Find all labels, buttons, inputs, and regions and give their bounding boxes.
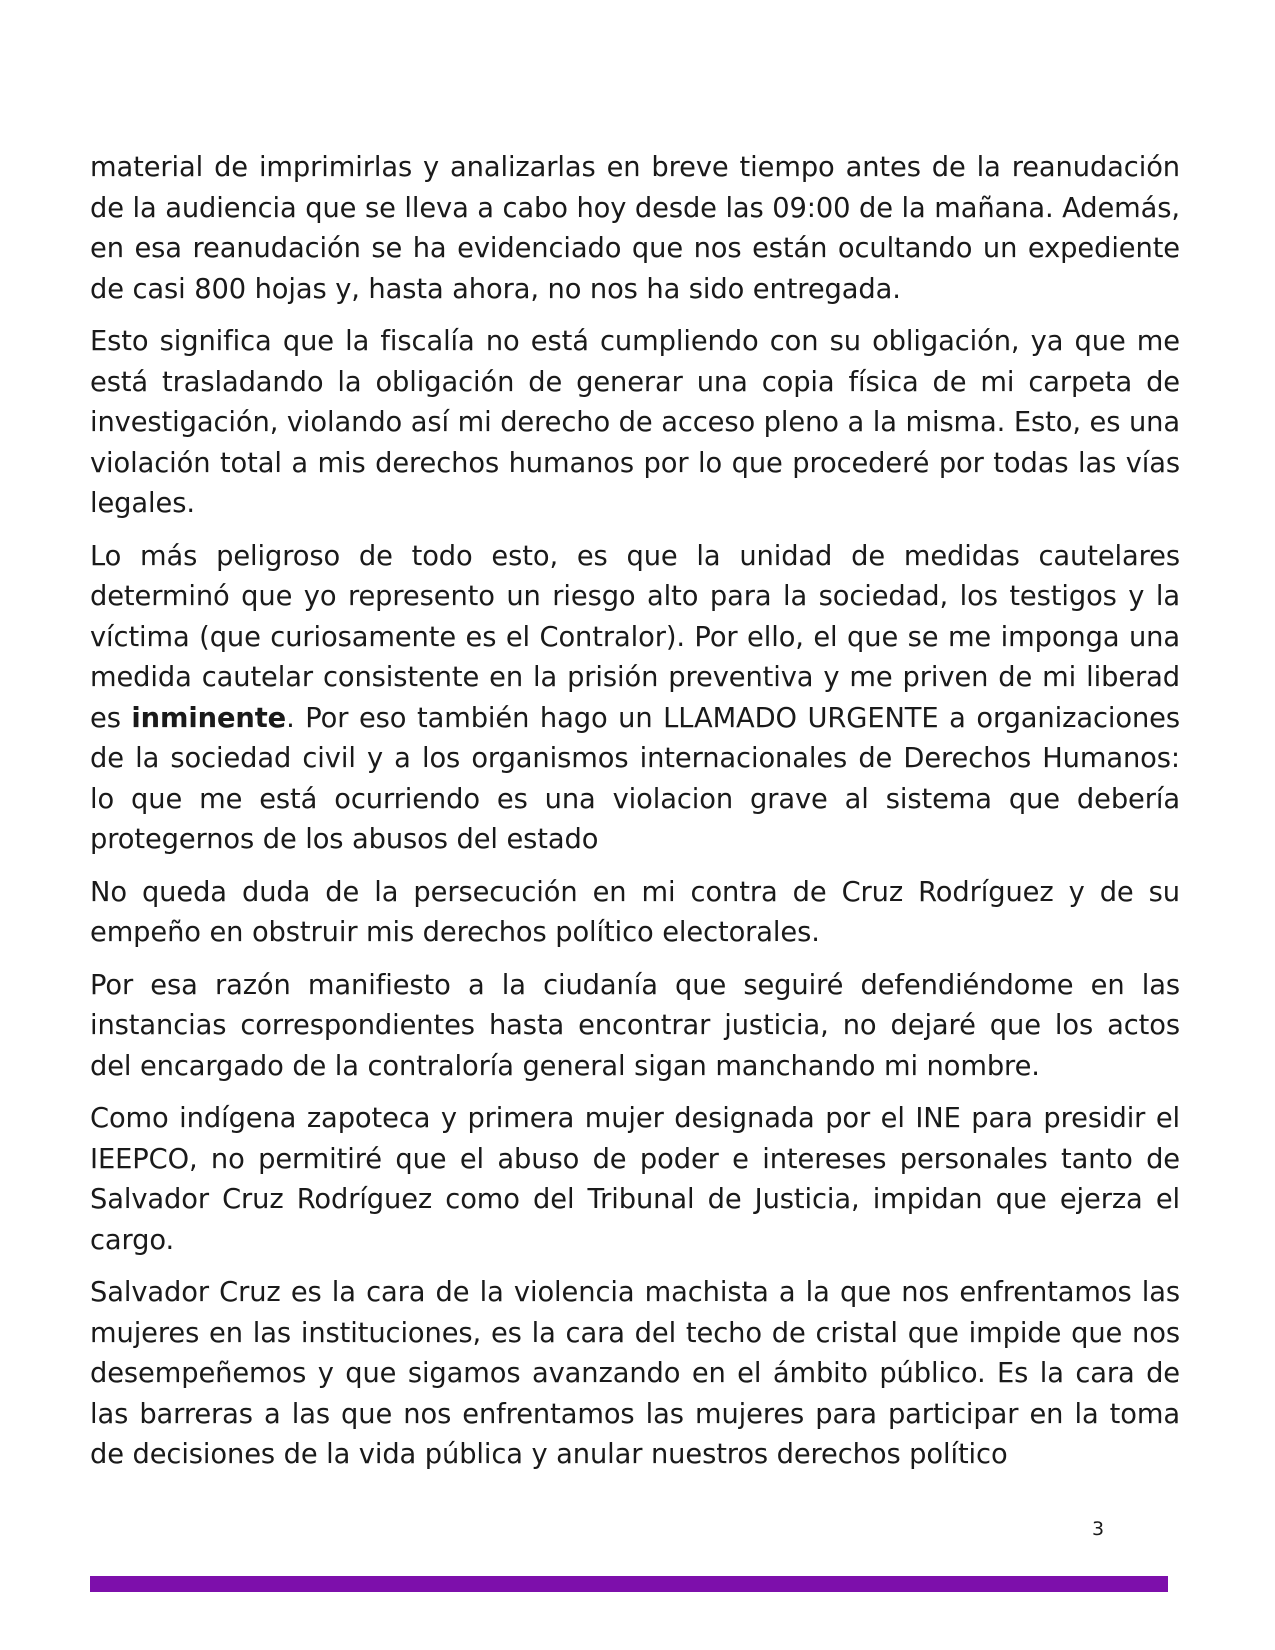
footer-accent-bar — [90, 1576, 1168, 1592]
paragraph-3-text-after: . Por eso también hago un LLAMADO URGENTE a organizaciones de la sociedad civil y a los organismos internacionales de Derechos Humanos: lo que me está ocurriendo es una violacion grave al sistema que debería protegernos de los abusos del estado — [90, 702, 1180, 855]
paragraph-1: material de imprimirlas y analizarlas en breve tiempo antes de la reanudación de la audiencia que se lleva a cabo hoy desde las 09:00 de la mañana. Además, en esa reanudación se ha evidenciado que nos están ocultando un expediente de casi 800 hojas y, hasta ahora, no nos ha sido entregada. — [90, 152, 1180, 305]
paragraph-6: Como indígena zapoteca y primera mujer designada por el INE para presidir el IEEPCO, no permitiré que el abuso de poder e intereses personales tanto de Salvador Cruz Rodríguez como del Tribunal de Justicia, impidan que ejerza el cargo. — [90, 1103, 1180, 1256]
paragraph-4: No queda duda de la persecución en mi contra de Cruz Rodríguez y de su empeño en obstruir mis derechos político electorales. — [90, 876, 1180, 948]
paragraph-3-text-before: Lo más peligroso de todo esto, es que la unidad de medidas cautelares determinó que yo represento un riesgo alto para la sociedad, los testigos y la víctima (que curiosamente es el Contralor). Por ello, el que se me imponga una medida cautelar consistente en la prisión preventiva y me priven de mi liberad es — [90, 540, 1180, 734]
document-body — [90, 148, 1180, 1488]
paragraph-2: Esto significa que la fiscalía no está cumpliendo con su obligación, ya que me está trasladando la obligación de generar una copia física de mi carpeta de investigación, violando así mi derecho de acceso pleno a la misma. Esto, es una violación total a mis derechos humanos por lo que procederé por todas las vías legales. — [90, 326, 1180, 519]
paragraph-5: Por esa razón manifiesto a la ciudanía que seguiré defendiéndome en las instancias correspondientes hasta encontrar justicia, no dejaré que los actos del encargado de la contraloría general sigan manchando mi nombre. — [90, 969, 1180, 1082]
page-number: 3 — [1091, 1518, 1105, 1540]
paragraph-3-bold-word: inminente — [131, 702, 287, 734]
paragraph-7: Salvador Cruz es la cara de la violencia machista a la que nos enfrentamos las mujeres en las instituciones, es la cara del techo de cristal que impide que nos desempeñemos y que sigamos avanzando en el ámbito público. Es la cara de las barreras a las que nos enfrentamos las mujeres para participar en la toma de decisiones de la vida pública y anular nuestros derechos político — [90, 1277, 1180, 1470]
paragraph-3 — [90, 537, 1180, 861]
